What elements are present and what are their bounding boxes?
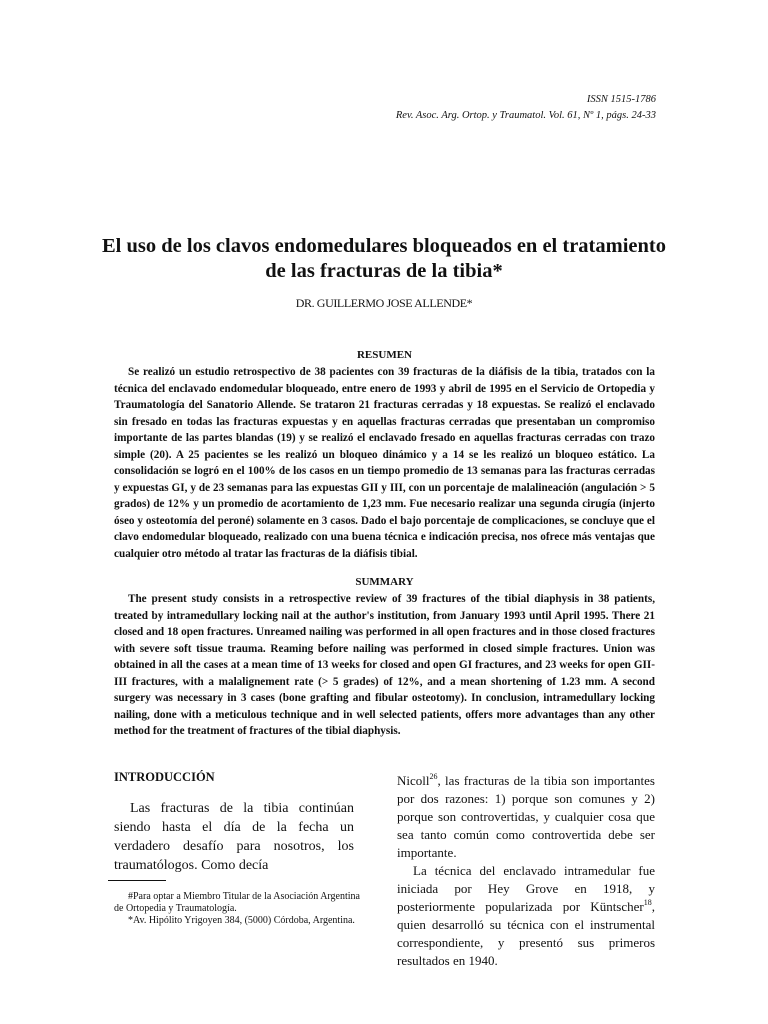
resumen-section — [114, 348, 655, 562]
right-column — [397, 772, 655, 970]
issn: ISSN 1515-1786 — [586, 94, 656, 105]
summary-text: The present study consists in a retrospective review of 39 fractures of the tibial diaphysis in 38 patients, treated by intramedullary locking nail at the author's institution, from January 1993 until April 1995. There 21 closed and 18 open fractures. Unreamed nailing was performed in all open fractures and in those closed fractures with severe soft tissue trauma. Reaming before nailing was performed in closed simple fractures. Union was obtained in all the cases at a mean time of 13 weeks for closed and open GI fractures, and 23 weeks for open GII-III fractures, with a malalignement rate (> 5 grades) of 12%, and a mean shortening of 1.23 mm. A second surgery was necessary in 3 cases (bone grafting and fibular osteotomy). In conclusion, intramedullary locking nailing, done with a meticulous technique and in well selected patients, offers more advantages than any other method for the treatment of fractures of the tibial diaphysis. — [114, 593, 655, 737]
author: DR. GUILLERMO JOSE ALLENDE* — [295, 296, 473, 310]
resumen-heading: RESUMEN — [356, 349, 412, 361]
journal-header — [236, 92, 656, 124]
intro-paragraph-left: Las fracturas de la tibia continúan siendo hasta el día de la fecha un verdadero desafío para nosotros, los traumatólogos. Como decía — [114, 801, 354, 873]
reference-number: 26 — [429, 772, 438, 781]
intro-paragraph-1 — [397, 772, 655, 862]
citation-name: Nicoll — [397, 773, 430, 788]
paragraph-text: , quien desarrolló su técnica con el instrumental correspondiente, y presentó sus primeros resultados en 1940. — [397, 899, 655, 968]
footnote-2: *Av. Hipólito Yrigoyen 384, (5000) Córdoba, Argentina. — [128, 915, 355, 926]
intro-heading: INTRODUCCIÓN — [114, 770, 215, 784]
paragraph-text: , las fracturas de la tibia son importantes por dos razones: 1) porque son comunes y 2) porque son controvertidas, y cualquier cosa que sea tanto común como controvertida debe ser importante. — [397, 773, 655, 860]
footnote-divider — [108, 880, 166, 881]
paragraph-text: La técnica del enclavado intramedular fue iniciada por Hey Grove en 1918, y posteriormente popularizada por Küntscher — [397, 863, 655, 914]
resumen-text: Se realizó un estudio retrospectivo de 38 pacientes con 39 fracturas de la diáfisis de la tibia, tratados con la técnica del enclavado endomedular bloqueado, entre enero de 1993 y abril de 1995 en el Servicio de Ortopedia y Traumatología del Sanatorio Allende. Se trataron 21 fracturas cerradas y 18 expuestas. Se realizó el enclavado sin fresado en todas las fracturas expuestas y en aquellas fracturas cerradas que presentaban un compromiso importante de las partes blandas (19) y se realizó el enclavado fresado en aquellas fracturas cerradas con trazo simple (20). A 25 pacientes se les realizó un bloqueo dinámico y a 14 se les realizó un bloqueo estático. La consolidación se logró en el 100% de los casos en un tiempo promedio de 13 semanas para las fracturas cerradas y expuestas GI, y de 23 semanas para las expuestas GII y III, con un porcentaje de malalineación (angulación > 5 grados) de 12% y un promedio de acortamiento de 1,23 mm. Fue necesario realizar una segunda cirugía (injerto óseo y osteotomía del peroné) solamente en 3 casos. Dado el bajo porcentaje de complicaciones, se concluye que el clavo endomedular bloqueado, realizado con una buena técnica e indicación precisa, nos ofrece más ventajas que cualquier otro método al tratar las fracturas de la diáfisis tibial. — [114, 366, 655, 560]
summary-heading: SUMMARY — [355, 576, 414, 588]
left-column — [114, 770, 354, 875]
article-title: El uso de los clavos endomedulares bloqueados en el tratamiento de las fracturas de la tibia* — [102, 235, 666, 282]
footnote-1: #Para optar a Miembro Titular de la Asociación Argentina de Ortopedia y Traumatología. — [114, 891, 360, 914]
reference-number: 18 — [643, 898, 652, 907]
intro-paragraph-2 — [397, 862, 655, 970]
summary-section — [114, 575, 655, 740]
footnotes — [114, 891, 369, 927]
citation: Rev. Asoc. Arg. Ortop. y Traumatol. Vol. 61, Nº 1, págs. 24-33 — [395, 110, 656, 121]
